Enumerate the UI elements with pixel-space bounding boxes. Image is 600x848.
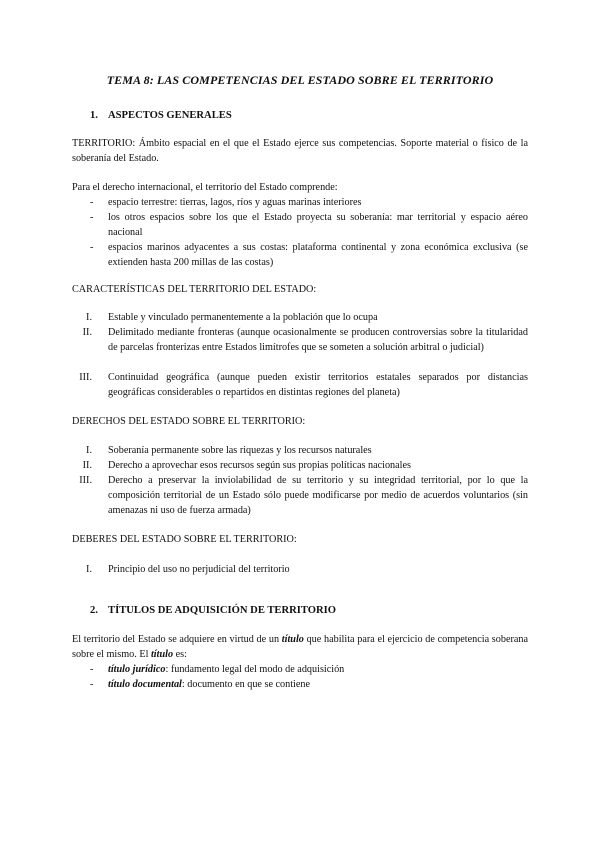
roman-numeral: III. [79, 372, 92, 383]
bullet-dash: - [90, 197, 94, 208]
titulo-term: título [281, 634, 304, 645]
bullet-dash: - [90, 679, 94, 690]
titulos-paragraph [72, 632, 528, 662]
intl-item-1: espacio terrestre: tierras, lagos, ríos y aguas marinas interiores [108, 197, 362, 208]
titulos-text-3: es: [173, 649, 187, 660]
section-2-number: 2. [90, 605, 98, 616]
section-1-number: 1. [90, 110, 98, 121]
roman-numeral: I. [86, 312, 92, 323]
bullet-dash: - [90, 212, 94, 223]
titulo-term: título [150, 649, 174, 660]
titulo-item-1 [108, 662, 528, 677]
derecho-item-2: Derecho a aprovechar esos recursos según sus propias políticas nacionales [108, 460, 411, 471]
roman-numeral: I. [86, 445, 92, 456]
titulo-item-term: título jurídico [108, 664, 166, 675]
derecho-item-3: Derecho a preservar la inviolabilidad de su territorio y su integridad territorial, por lo que la composición territorial de un Estado sólo puede modificarse por medio de acuerdos voluntarios (sin amenazas ni uso de fuerza armada) [108, 475, 528, 516]
titulo-item-term: título documental [108, 679, 182, 690]
intl-item-3: espacios marinos adyacentes a sus costas: plataforma continental y zona económica exclusiva (se extienden hasta 200 millas de las costas) [108, 242, 528, 268]
roman-numeral: II. [82, 327, 92, 338]
titulos-text-1: El territorio del Estado se adquiere en virtud de un [72, 634, 282, 645]
caracteristica-item-3: Continuidad geográfica (aunque pueden existir territorios estatales separados por distancias geográficas considerables o repartidos en distintas regiones del planeta) [108, 372, 528, 398]
caracteristica-item-1: Estable y vinculado permanentemente a la población que lo ocupa [108, 312, 378, 323]
territorio-definition: TERRITORIO: Ámbito espacial en el que el Estado ejerce sus competencias. Soporte material o físico de la soberanía del Estado. [72, 138, 528, 164]
roman-numeral: II. [82, 460, 92, 471]
deber-item-1: Principio del uso no perjudicial del territorio [108, 564, 290, 575]
deberes-heading: DEBERES DEL ESTADO SOBRE EL TERRITORIO: [72, 534, 297, 545]
page-title: TEMA 8: LAS COMPETENCIAS DEL ESTADO SOBRE EL TERRITORIO [106, 73, 494, 87]
caracteristica-item-2: Delimitado mediante fronteras (aunque ocasionalmente se producen controversias sobre la titularidad de parcelas fronterizas entre Estados limítrofes que se someten a solución arbitral o judicial) [108, 327, 528, 353]
derechos-heading: DERECHOS DEL ESTADO SOBRE EL TERRITORIO: [72, 416, 306, 427]
section-1-heading: ASPECTOS GENERALES [108, 110, 232, 121]
intl-item-2: los otros espacios sobre los que el Estado proyecta su soberanía: mar territorial y espacio aéreo nacional [108, 212, 528, 238]
bullet-dash: - [90, 664, 94, 675]
titulo-item-rest: : documento en que se contiene [181, 679, 311, 690]
titulos-text-2: que habilita para el ejercicio de competencia soberana sobre el mismo. El [72, 634, 528, 660]
caracteristicas-heading: CARACTERÍSTICAS DEL TERRITORIO DEL ESTADO: [72, 284, 317, 295]
roman-numeral: I. [86, 564, 92, 575]
intl-intro: Para el derecho internacional, el territorio del Estado comprende: [72, 182, 338, 193]
bullet-dash: - [90, 242, 94, 253]
titulo-item-rest: : fundamento legal del modo de adquisición [165, 664, 345, 675]
section-2-heading: TÍTULOS DE ADQUISICIÓN DE TERRITORIO [108, 605, 337, 616]
derecho-item-1: Soberanía permanente sobre las riquezas y los recursos naturales [108, 445, 372, 456]
titulo-item-2 [108, 677, 528, 692]
roman-numeral: III. [79, 475, 92, 486]
